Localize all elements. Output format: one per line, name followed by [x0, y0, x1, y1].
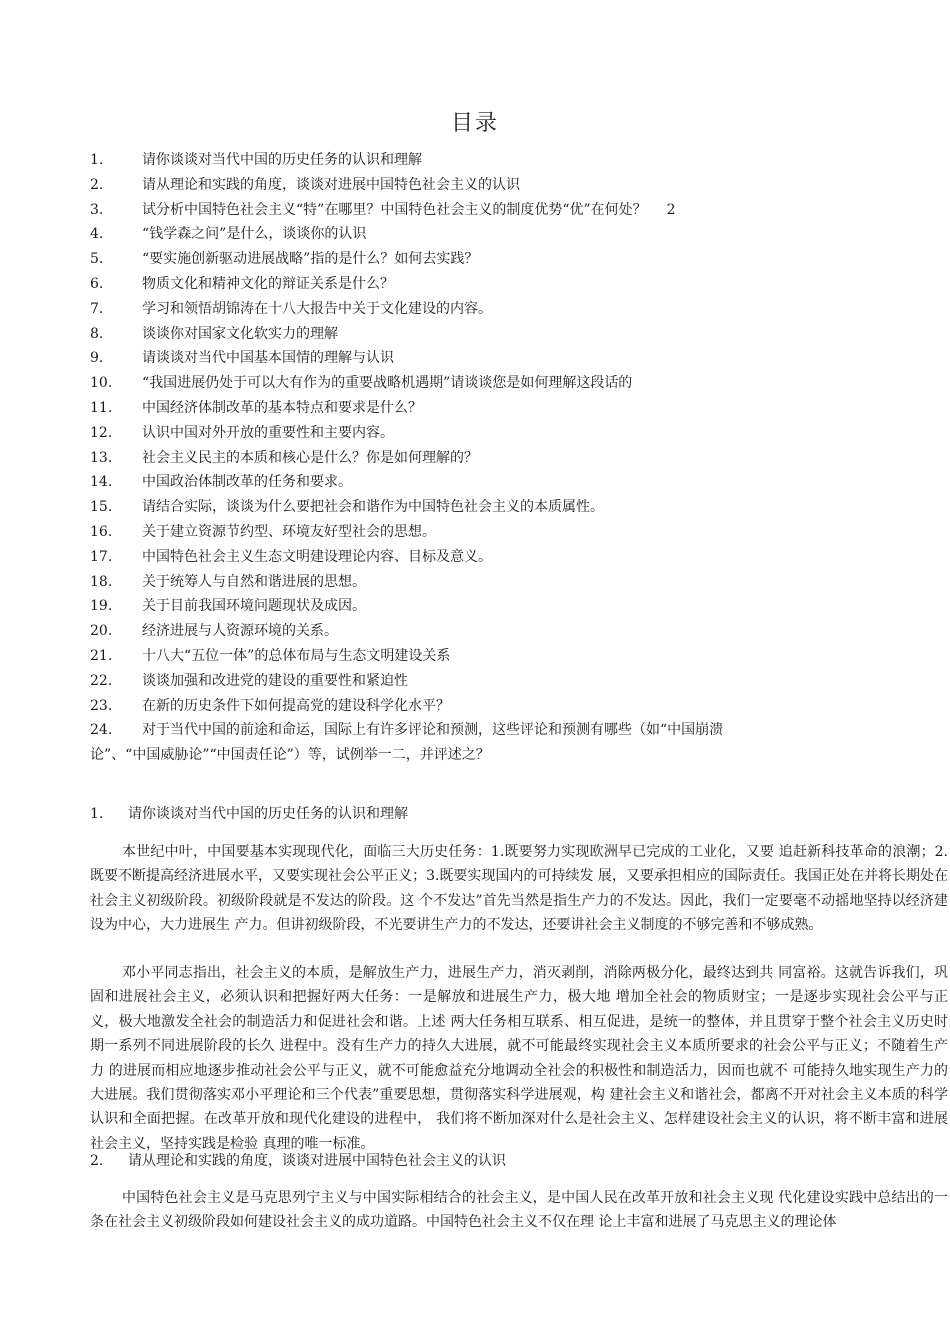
toc-item-number: 1.	[90, 152, 104, 168]
toc-item[interactable]	[90, 718, 830, 743]
toc-item-text	[142, 718, 723, 743]
toc-item[interactable]	[90, 520, 830, 545]
toc-item-number: 10.	[90, 375, 113, 392]
toc-item[interactable]	[90, 322, 830, 347]
toc-item[interactable]	[90, 421, 830, 446]
toc-item-text	[142, 198, 676, 223]
toc-item-number: 8.	[90, 325, 104, 342]
toc-item-text	[142, 520, 436, 545]
toc-item[interactable]	[90, 371, 830, 396]
toc-item[interactable]	[90, 545, 830, 570]
toc-item[interactable]	[90, 570, 830, 595]
toc-item-text	[142, 148, 422, 173]
toc-item[interactable]	[90, 173, 830, 198]
toc-item-page-number: 2	[666, 201, 676, 218]
toc-item[interactable]	[90, 198, 830, 223]
toc-item[interactable]	[90, 470, 830, 495]
toc-item-title: 关于目前我国环境问题现状及成因。	[142, 598, 366, 615]
toc-item-number: 3.	[90, 201, 104, 218]
toc-item-number: 6.	[90, 275, 104, 292]
toc-item-title: 认识中国对外开放的重要性和主要内容。	[142, 424, 394, 441]
toc-item-text	[142, 322, 338, 347]
toc-item[interactable]	[90, 495, 830, 520]
section-2-heading	[90, 1150, 506, 1172]
toc-item-number: 24.	[90, 722, 113, 739]
section-2-paragraph-1: 中国特色社会主义是马克思列宁主义与中国实际相结合的社会主义，是中国人民在改革开放和社会主义现 代化建设实践中总结出的一条在社会主义初级阶段如何建设社会主义的成功道路。中国特色社会主义不仅在理 论上丰富和进展了马克思主义的理论体	[90, 1190, 948, 1231]
toc-item-number: 16.	[90, 523, 113, 540]
toc-item-text	[142, 247, 478, 272]
toc-item[interactable]	[90, 644, 830, 669]
toc-item-number: 22.	[90, 672, 113, 689]
toc-item[interactable]	[90, 247, 830, 272]
toc-item[interactable]	[90, 396, 830, 421]
toc-item-number: 23.	[90, 697, 113, 714]
toc-item-number: 20.	[90, 623, 113, 640]
toc-item-number: 9.	[90, 350, 104, 367]
toc-item-number: 13.	[90, 449, 113, 466]
toc-item-number: 11.	[90, 399, 113, 416]
toc-item[interactable]	[90, 694, 830, 719]
toc-item-number: 2.	[90, 176, 104, 193]
toc-item-title: 请结合实际，谈谈为什么要把社会和谐作为中国特色社会主义的本质属性。	[142, 499, 604, 516]
toc-item[interactable]	[90, 669, 830, 694]
toc-item-text	[142, 222, 366, 247]
toc-item-number: 21.	[90, 647, 113, 664]
toc-item[interactable]	[90, 446, 830, 471]
toc-item-title: 学习和领悟胡锦涛在十八大报告中关于文化建设的内容。	[142, 300, 492, 317]
toc-item-number: 5.	[90, 251, 104, 268]
toc-item-text	[142, 495, 604, 520]
toc-item-number: 7.	[90, 300, 104, 317]
section-1-title: 请你谈谈对当代中国的历史任务的认识和理解	[128, 806, 408, 822]
toc-item-number: 19.	[90, 598, 113, 615]
table-of-contents	[90, 148, 830, 768]
toc-item-title: 经济进展与人资源环境的关系。	[142, 623, 338, 640]
toc-item-text	[142, 173, 520, 198]
toc-item-text	[142, 594, 366, 619]
toc-item-text	[142, 694, 450, 719]
toc-item-title: “钱学森之问”是什么，谈谈你的认识	[142, 226, 367, 243]
toc-item-title: 对于当代中国的前途和命运，国际上有许多评论和预测，这些评论和预测有哪些（如“中国崩溃	[142, 722, 724, 739]
section-2-title: 请从理论和实践的角度，谈谈对进展中国特色社会主义的认识	[128, 1153, 506, 1169]
section-2-number: 2.	[90, 1153, 104, 1169]
toc-item-title: 中国政治体制改革的任务和要求。	[142, 474, 352, 491]
toc-item[interactable]	[90, 297, 830, 322]
toc-item-title: 物质文化和精神文化的辩证关系是什么？	[142, 275, 394, 292]
toc-item-number: 18.	[90, 573, 113, 590]
toc-item[interactable]	[90, 148, 830, 173]
section-1-paragraph-1: 本世纪中叶，中国要基本实现现代化，面临三大历史任务：1.既要努力实现欧洲早已完成的工业化，又要 追赶新科技革命的浪潮；2.既要不断提高经济进展水平，又要实现社会公平正义；3.既要实现国内的可持续发 展，又要承担相应的国际责任。我国正处在并将长期处在社会主义初级阶段。初级阶段就是不发达的阶段。这 个不发达”首先当然是指生产力的不发达。因此，我们一定要毫不动摇地坚持以经济建设为中心，大力进展生 产力。但讲初级阶段，不光要讲生产力的不发达，还要讲社会主义制度的不够完善和不够成熟。	[90, 844, 948, 934]
toc-item-text	[142, 346, 394, 371]
toc-item[interactable]	[90, 222, 830, 247]
toc-item-title: 谈谈你对国家文化软实力的理解	[142, 325, 338, 342]
toc-item-text	[142, 297, 492, 322]
section-1-number: 1.	[90, 806, 104, 822]
toc-item-title: 关于建立资源节约型、环境友好型社会的思想。	[142, 523, 436, 540]
toc-item-text	[142, 371, 632, 396]
toc-item-title: 关于统筹人与自然和谐进展的思想。	[142, 573, 366, 590]
toc-item-title: 在新的历史条件下如何提高党的建设科学化水平？	[142, 697, 450, 714]
toc-item-title: 社会主义民主的本质和核心是什么？你是如何理解的？	[142, 449, 478, 466]
toc-item-text	[142, 669, 408, 694]
toc-item-text	[142, 570, 366, 595]
toc-item-number: 17.	[90, 548, 113, 565]
section-1-paragraph-2: 邓小平同志指出，社会主义的本质，是解放生产力，进展生产力，消灭剥削，消除两极分化，最终达到共 同富裕。这就告诉我们，巩固和进展社会主义，必须认识和把握好两大任务：一是解放和进展生产力，极大地 增加全社会的物质财宝；一是逐步实现社会公平与正义，极大地激发全社会的制造活力和促进社会和谐。上述 两大任务相互联系、相互促进，是统一的整体，并且贯穿于整个社会主义历史时期一系列不同进展阶段的长久 进程中。没有生产力的持久大进展，就不可能最终实现社会主义本质所要求的社会公平与正义；不随着生产力 的进展而相应地逐步推动社会公平与正义，就不可能愈益充分地调动全社会的积极性和制造活力，因而也就不 可能持久地实现生产力的大进展。我们贯彻落实邓小平理论和三个代表”重要思想，贯彻落实科学进展观，构 建社会主义和谐社会，都离不开对社会主义本质的科学认识和全面把握。在改革开放和现代化建设的进程中， 我们将不断加深对什么是社会主义、怎样建设社会主义的认识，将不断丰富和进展社会主义，坚持实践是检验 真理的唯一标准。	[90, 965, 948, 1152]
toc-item-title: “要实施创新驱动进展战略”指的是什么？如何去实践？	[142, 251, 479, 268]
section-1-heading	[90, 803, 408, 825]
toc-item[interactable]	[90, 346, 830, 371]
toc-item-text	[142, 421, 394, 446]
toc-item-number: 12.	[90, 424, 113, 441]
toc-item-title: “我国进展仍处于可以大有作为的重要战略机遇期”请谈谈您是如何理解这段话的	[142, 375, 633, 392]
toc-title: 目录	[450, 111, 499, 136]
toc-item[interactable]	[90, 619, 830, 644]
toc-item-title: 谈谈加强和改进党的建设的重要性和紧迫性	[142, 672, 408, 689]
toc-item-text	[142, 545, 492, 570]
toc-item[interactable]	[90, 594, 830, 619]
toc-item-number: 4.	[90, 226, 104, 243]
toc-item-title: 请谈谈对当代中国基本国情的理解与认识	[142, 350, 394, 367]
toc-item-title: 十八大“五位一体”的总体布局与生态文明建设关系	[142, 647, 451, 664]
toc-item-title: 中国经济体制改革的基本特点和要求是什么？	[142, 399, 422, 416]
toc-item-text	[142, 619, 338, 644]
toc-item-title: 请你谈谈对当代中国的历史任务的认识和理解	[142, 152, 422, 168]
toc-item-continuation: 论”、“中国威胁论”“中国责任论”）等，试例举一二，并评述之？	[90, 747, 490, 764]
toc-item-text	[142, 396, 422, 421]
toc-item-title: 试分析中国特色社会主义“特”在哪里？中国特色社会主义的制度优势“优”在何处？	[142, 201, 647, 218]
toc-item-title: 请从理论和实践的角度，谈谈对进展中国特色社会主义的认识	[142, 176, 520, 193]
toc-item-number: 15.	[90, 499, 113, 516]
toc-item-title: 中国特色社会主义生态文明建设理论内容、目标及意义。	[142, 548, 492, 565]
toc-item[interactable]	[90, 272, 830, 297]
toc-item-text	[142, 470, 352, 495]
toc-item-number: 14.	[90, 474, 113, 491]
toc-item-text	[142, 446, 478, 471]
toc-item-text	[142, 272, 394, 297]
toc-item-text	[142, 644, 450, 669]
